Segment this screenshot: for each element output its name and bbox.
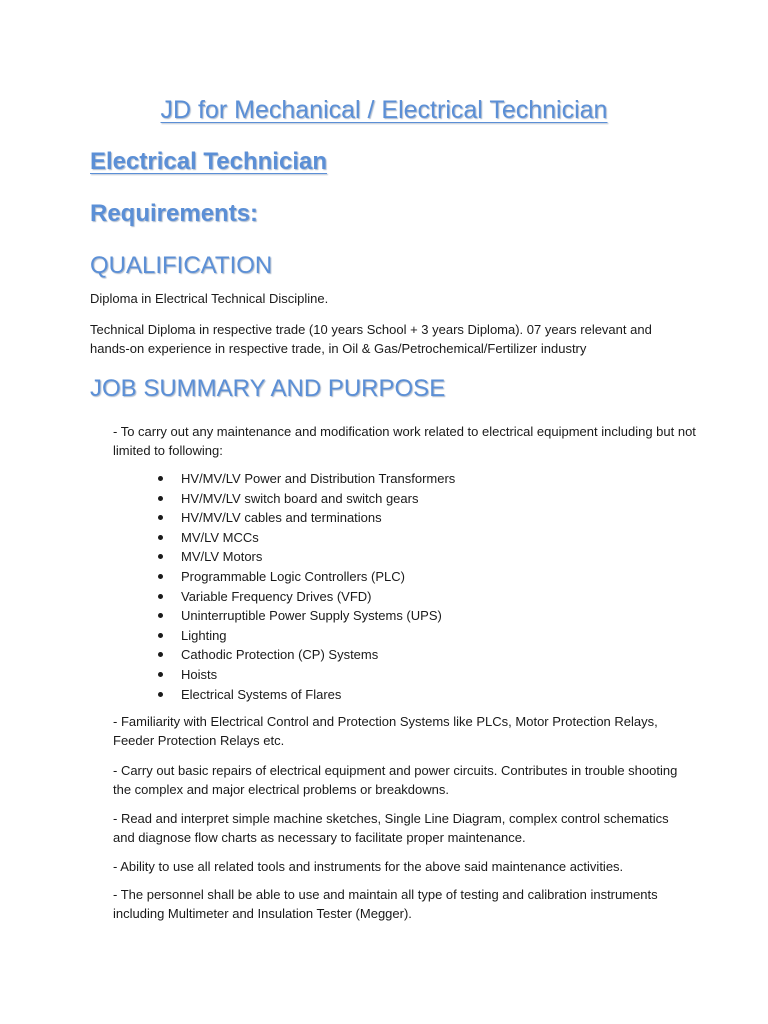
- list-item-text: Hoists: [181, 666, 218, 682]
- requirements-heading: Requirements:: [90, 200, 259, 227]
- list-item-text: MV/LV Motors: [181, 549, 263, 565]
- qualification-line-1: Diploma in Electrical Technical Discipline.: [90, 291, 329, 306]
- list-item: [158, 606, 455, 626]
- list-item-text: Lighting: [181, 627, 227, 643]
- list-item: [158, 489, 455, 509]
- list-item-text: Cathodic Protection (CP) Systems: [181, 647, 379, 663]
- paragraph-read-interpret: - Read and interpret simple machine sketches, Single Line Diagram, complex control schematics and diagnose flow charts as necessary to facilitate proper maintenance.: [113, 811, 669, 845]
- equipment-list: [158, 469, 455, 704]
- bullet-icon: [158, 633, 163, 638]
- list-item-text: HV/MV/LV Power and Distribution Transformers: [181, 471, 456, 486]
- list-item: [158, 587, 455, 607]
- list-item-text: Variable Frequency Drives (VFD): [181, 588, 372, 604]
- bullet-icon: [158, 496, 163, 501]
- list-item: [158, 528, 455, 548]
- paragraph-control-protection: - Familiarity with Electrical Control and Protection Systems like PLCs, Motor Protection Relays, Feeder Protection Relays etc.: [113, 714, 658, 748]
- list-item-text: Programmable Logic Controllers (PLC): [181, 568, 405, 584]
- bullet-icon: [158, 594, 163, 599]
- qualification-line-2: Technical Diploma in respective trade (10 years School + 3 years Diploma). 07 years relevant and hands-on experience in respective trade, in Oil & Gas/Petrochemical/Fertilizer industry: [90, 322, 652, 356]
- paragraph-tools-ability: - Ability to use all related tools and instruments for the above said maintenance activities.: [113, 859, 624, 874]
- list-item: [158, 626, 455, 646]
- list-item: [158, 547, 455, 567]
- list-item-text: HV/MV/LV switch board and switch gears: [181, 490, 419, 506]
- list-item-text: Uninterruptible Power Supply Systems (UPS): [181, 608, 442, 624]
- list-item-text: HV/MV/LV cables and terminations: [181, 510, 382, 526]
- bullet-icon: [158, 613, 163, 618]
- paragraph-basic-repairs: - Carry out basic repairs of electrical equipment and power circuits. Contributes in trouble shooting the complex and major electrical problems or breakdowns.: [113, 763, 678, 797]
- bullet-icon: [158, 476, 163, 481]
- bullet-icon: [158, 652, 163, 657]
- list-item: [158, 469, 455, 489]
- job-summary-heading: JOB SUMMARY AND PURPOSE: [90, 375, 446, 402]
- list-item: [158, 508, 455, 528]
- bullet-icon: [158, 554, 163, 559]
- bullet-icon: [158, 672, 163, 677]
- qualification-heading: QUALIFICATION: [90, 252, 273, 279]
- list-item: [158, 685, 455, 705]
- list-item-text: Electrical Systems of Flares: [181, 686, 342, 702]
- bullet-icon: [158, 535, 163, 540]
- job-summary-intro: - To carry out any maintenance and modification work related to electrical equipment including but not limited to following:: [113, 424, 696, 458]
- list-item: [158, 665, 455, 685]
- list-item: [158, 645, 455, 665]
- list-item-text: MV/LV MCCs: [181, 529, 259, 545]
- bullet-icon: [158, 574, 163, 579]
- list-item: [158, 567, 455, 587]
- document-title: JD for Mechanical / Electrical Technician: [160, 96, 608, 124]
- paragraph-testing-instruments: - The personnel shall be able to use and maintain all type of testing and calibration instruments including Multimeter and Insulation Tester (Megger).: [113, 887, 658, 921]
- subtitle-electrical-technician: Electrical Technician: [90, 148, 327, 175]
- bullet-icon: [158, 692, 163, 697]
- bullet-icon: [158, 515, 163, 520]
